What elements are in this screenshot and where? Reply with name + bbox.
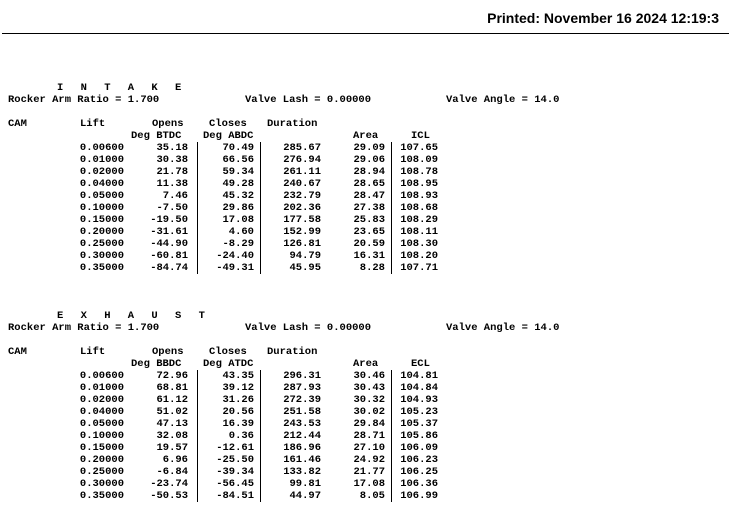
cell-cl: 108.95 bbox=[400, 178, 438, 190]
cell-cl: 106.23 bbox=[400, 454, 438, 466]
cell-closes: -24.40 bbox=[198, 250, 261, 262]
cell-area: 30.32 bbox=[325, 394, 392, 406]
exhaust-header-opens-deg: Deg BBDC bbox=[131, 358, 182, 370]
cell-cl: 108.93 bbox=[400, 190, 438, 202]
cell-cl: 107.65 bbox=[400, 142, 438, 154]
cell-closes: -39.34 bbox=[198, 466, 261, 478]
cell-area: 8.05 bbox=[325, 490, 392, 502]
cell-duration: 261.11 bbox=[283, 166, 321, 178]
cell-area: 30.46 bbox=[325, 370, 392, 382]
cell-cl: 108.09 bbox=[400, 154, 438, 166]
cell-duration: 152.99 bbox=[283, 226, 321, 238]
cell-cl: 108.20 bbox=[400, 250, 438, 262]
cell-closes: 45.32 bbox=[198, 190, 261, 202]
table-row bbox=[70, 142, 438, 154]
table-row bbox=[70, 214, 438, 226]
cell-cl: 105.86 bbox=[400, 430, 438, 442]
cell-area: 28.94 bbox=[325, 166, 392, 178]
table-row bbox=[70, 154, 438, 166]
cell-opens: 68.81 bbox=[124, 382, 198, 394]
cell-area: 30.43 bbox=[325, 382, 392, 394]
table-row bbox=[70, 466, 438, 478]
cell-duration: 243.53 bbox=[283, 418, 321, 430]
cell-duration: 285.67 bbox=[283, 142, 321, 154]
cell-area: 28.71 bbox=[325, 430, 392, 442]
cell-lift: 0.02000 bbox=[79, 394, 124, 406]
table-row bbox=[70, 178, 438, 190]
cell-lift: 0.15000 bbox=[79, 442, 124, 454]
cell-lift: 0.02000 bbox=[79, 166, 124, 178]
table-row bbox=[70, 490, 438, 502]
cell-lift: 0.10000 bbox=[79, 202, 124, 214]
cell-cl: 108.78 bbox=[400, 166, 438, 178]
cell-opens: -60.81 bbox=[124, 250, 198, 262]
intake-header-lift: Lift bbox=[80, 118, 106, 130]
cell-closes: 16.39 bbox=[198, 418, 261, 430]
cell-opens: -6.84 bbox=[124, 466, 198, 478]
cell-area: 24.92 bbox=[325, 454, 392, 466]
cell-cl: 104.81 bbox=[400, 370, 438, 382]
cell-area: 8.28 bbox=[325, 262, 392, 274]
cell-duration: 45.95 bbox=[289, 262, 321, 274]
cell-area: 30.02 bbox=[325, 406, 392, 418]
table-row bbox=[70, 454, 438, 466]
cell-cl: 105.23 bbox=[400, 406, 438, 418]
cell-closes: 0.36 bbox=[198, 430, 261, 442]
table-row bbox=[70, 406, 438, 418]
cell-closes: 20.56 bbox=[198, 406, 261, 418]
cell-cl: 108.29 bbox=[400, 214, 438, 226]
cell-duration: 133.82 bbox=[283, 466, 321, 478]
cell-area: 28.47 bbox=[325, 190, 392, 202]
cell-duration: 94.79 bbox=[289, 250, 321, 262]
exhaust-valve-lash: Valve Lash = 0.00000 bbox=[245, 322, 372, 334]
cell-closes: 29.86 bbox=[198, 202, 261, 214]
cell-area: 28.65 bbox=[325, 178, 392, 190]
cell-lift: 0.20000 bbox=[79, 226, 124, 238]
cell-lift: 0.20000 bbox=[79, 454, 124, 466]
cell-lift: 0.30000 bbox=[79, 250, 124, 262]
cell-duration: 44.97 bbox=[289, 490, 321, 502]
cell-cl: 104.84 bbox=[400, 382, 438, 394]
intake-rocker-ratio: Rocker Arm Ratio = 1.700 bbox=[8, 94, 160, 106]
cell-duration: 240.67 bbox=[283, 178, 321, 190]
cell-closes: 59.34 bbox=[198, 166, 261, 178]
table-row bbox=[70, 262, 438, 274]
cell-opens: 7.46 bbox=[124, 190, 198, 202]
cell-lift: 0.01000 bbox=[79, 154, 124, 166]
cell-closes: -56.45 bbox=[198, 478, 261, 490]
cell-opens: 32.08 bbox=[124, 430, 198, 442]
intake-header-cam: CAM bbox=[8, 118, 27, 130]
cell-opens: -19.50 bbox=[124, 214, 198, 226]
cell-opens: -23.74 bbox=[124, 478, 198, 490]
exhaust-header-area: Area bbox=[353, 358, 379, 370]
cell-duration: 186.96 bbox=[283, 442, 321, 454]
table-row bbox=[70, 382, 438, 394]
cell-lift: 0.30000 bbox=[79, 478, 124, 490]
cell-cl: 106.25 bbox=[400, 466, 438, 478]
cell-duration: 287.93 bbox=[283, 382, 321, 394]
intake-valve-angle: Valve Angle = 14.0 bbox=[446, 94, 560, 106]
cell-opens: -84.74 bbox=[124, 262, 198, 274]
exhaust-title: E X H A U S T bbox=[57, 310, 211, 322]
table-row bbox=[70, 478, 438, 490]
table-row bbox=[70, 370, 438, 382]
intake-header-opens-deg: Deg BTDC bbox=[131, 130, 182, 142]
table-row bbox=[70, 250, 438, 262]
cell-area: 17.08 bbox=[325, 478, 392, 490]
cell-closes: 17.08 bbox=[198, 214, 261, 226]
table-row bbox=[70, 394, 438, 406]
cell-opens: -44.90 bbox=[124, 238, 198, 250]
exhaust-header-ecl: ECL bbox=[411, 358, 430, 370]
exhaust-rocker-ratio: Rocker Arm Ratio = 1.700 bbox=[8, 322, 160, 334]
cell-duration: 272.39 bbox=[283, 394, 321, 406]
cell-duration: 126.81 bbox=[283, 238, 321, 250]
cell-opens: 72.96 bbox=[124, 370, 198, 382]
cell-opens: 19.57 bbox=[124, 442, 198, 454]
cell-area: 16.31 bbox=[325, 250, 392, 262]
cell-lift: 0.25000 bbox=[79, 466, 124, 478]
cell-closes: 49.28 bbox=[198, 178, 261, 190]
cell-opens: -7.50 bbox=[124, 202, 198, 214]
cell-cl: 108.11 bbox=[400, 226, 438, 238]
cell-area: 25.83 bbox=[325, 214, 392, 226]
cell-closes: 70.49 bbox=[198, 142, 261, 154]
cell-closes: 43.35 bbox=[198, 370, 261, 382]
cell-duration: 202.36 bbox=[283, 202, 321, 214]
intake-header-opens: Opens bbox=[152, 118, 184, 130]
cell-lift: 0.01000 bbox=[79, 382, 124, 394]
cell-duration: 212.44 bbox=[283, 430, 321, 442]
cell-duration: 296.31 bbox=[283, 370, 321, 382]
exhaust-header-opens: Opens bbox=[152, 346, 184, 358]
cell-area: 29.09 bbox=[325, 142, 392, 154]
header-divider bbox=[2, 33, 729, 34]
intake-header-area: Area bbox=[353, 130, 379, 142]
cell-area: 27.10 bbox=[325, 442, 392, 454]
exhaust-header-closes: Closes bbox=[209, 346, 247, 358]
cell-area: 27.38 bbox=[325, 202, 392, 214]
cell-opens: 35.18 bbox=[124, 142, 198, 154]
table-row bbox=[70, 226, 438, 238]
cell-closes: 66.56 bbox=[198, 154, 261, 166]
exhaust-header-cam: CAM bbox=[8, 346, 27, 358]
table-row bbox=[70, 238, 438, 250]
cell-opens: 47.13 bbox=[124, 418, 198, 430]
cell-lift: 0.04000 bbox=[79, 406, 124, 418]
cell-lift: 0.00600 bbox=[79, 370, 124, 382]
cell-cl: 108.30 bbox=[400, 238, 438, 250]
cell-cl: 106.09 bbox=[400, 442, 438, 454]
printed-timestamp: Printed: November 16 2024 12:19:3 bbox=[487, 10, 719, 26]
cell-lift: 0.35000 bbox=[79, 490, 124, 502]
cell-opens: 30.38 bbox=[124, 154, 198, 166]
cell-duration: 99.81 bbox=[289, 478, 321, 490]
table-row bbox=[70, 202, 438, 214]
cell-cl: 104.93 bbox=[400, 394, 438, 406]
cell-closes: -25.50 bbox=[198, 454, 261, 466]
table-row bbox=[70, 442, 438, 454]
cell-area: 29.06 bbox=[325, 154, 392, 166]
cell-opens: -31.61 bbox=[124, 226, 198, 238]
cell-closes: -84.51 bbox=[198, 490, 261, 502]
cell-lift: 0.35000 bbox=[79, 262, 124, 274]
cell-opens: 21.78 bbox=[124, 166, 198, 178]
cell-opens: -50.53 bbox=[124, 490, 198, 502]
cell-lift: 0.05000 bbox=[79, 418, 124, 430]
cell-area: 29.84 bbox=[325, 418, 392, 430]
intake-valve-lash: Valve Lash = 0.00000 bbox=[245, 94, 372, 106]
cell-opens: 51.02 bbox=[124, 406, 198, 418]
cell-closes: -8.29 bbox=[198, 238, 261, 250]
cell-cl: 107.71 bbox=[400, 262, 438, 274]
exhaust-valve-angle: Valve Angle = 14.0 bbox=[446, 322, 560, 334]
cell-area: 23.65 bbox=[325, 226, 392, 238]
cell-lift: 0.04000 bbox=[79, 178, 124, 190]
cell-closes: 39.12 bbox=[198, 382, 261, 394]
cell-area: 20.59 bbox=[325, 238, 392, 250]
cell-duration: 161.46 bbox=[283, 454, 321, 466]
cell-closes: -49.31 bbox=[198, 262, 261, 274]
exhaust-header-closes-deg: Deg ATDC bbox=[203, 358, 254, 370]
cell-opens: 11.38 bbox=[124, 178, 198, 190]
cell-cl: 108.68 bbox=[400, 202, 438, 214]
cell-closes: 31.26 bbox=[198, 394, 261, 406]
cell-lift: 0.10000 bbox=[79, 430, 124, 442]
cell-area: 21.77 bbox=[325, 466, 392, 478]
exhaust-header-lift: Lift bbox=[80, 346, 106, 358]
intake-table bbox=[70, 142, 438, 274]
cell-duration: 276.94 bbox=[283, 154, 321, 166]
exhaust-header-duration: Duration bbox=[267, 346, 318, 358]
intake-header-icl: ICL bbox=[411, 130, 430, 142]
cell-opens: 61.12 bbox=[124, 394, 198, 406]
table-row bbox=[70, 430, 438, 442]
cell-duration: 232.79 bbox=[283, 190, 321, 202]
table-row bbox=[70, 166, 438, 178]
table-row bbox=[70, 418, 438, 430]
table-row bbox=[70, 190, 438, 202]
cell-opens: 6.96 bbox=[124, 454, 198, 466]
cell-lift: 0.25000 bbox=[79, 238, 124, 250]
cell-closes: 4.60 bbox=[198, 226, 261, 238]
cell-lift: 0.00600 bbox=[79, 142, 124, 154]
cell-lift: 0.15000 bbox=[79, 214, 124, 226]
cell-cl: 106.36 bbox=[400, 478, 438, 490]
intake-header-duration: Duration bbox=[267, 118, 318, 130]
cell-cl: 106.99 bbox=[400, 490, 438, 502]
intake-header-closes: Closes bbox=[209, 118, 247, 130]
intake-title: I N T A K E bbox=[57, 82, 187, 94]
exhaust-table bbox=[70, 370, 438, 502]
cell-duration: 177.58 bbox=[283, 214, 321, 226]
cell-closes: -12.61 bbox=[198, 442, 261, 454]
cell-lift: 0.05000 bbox=[79, 190, 124, 202]
cell-cl: 105.37 bbox=[400, 418, 438, 430]
intake-header-closes-deg: Deg ABDC bbox=[203, 130, 254, 142]
cell-duration: 251.58 bbox=[283, 406, 321, 418]
